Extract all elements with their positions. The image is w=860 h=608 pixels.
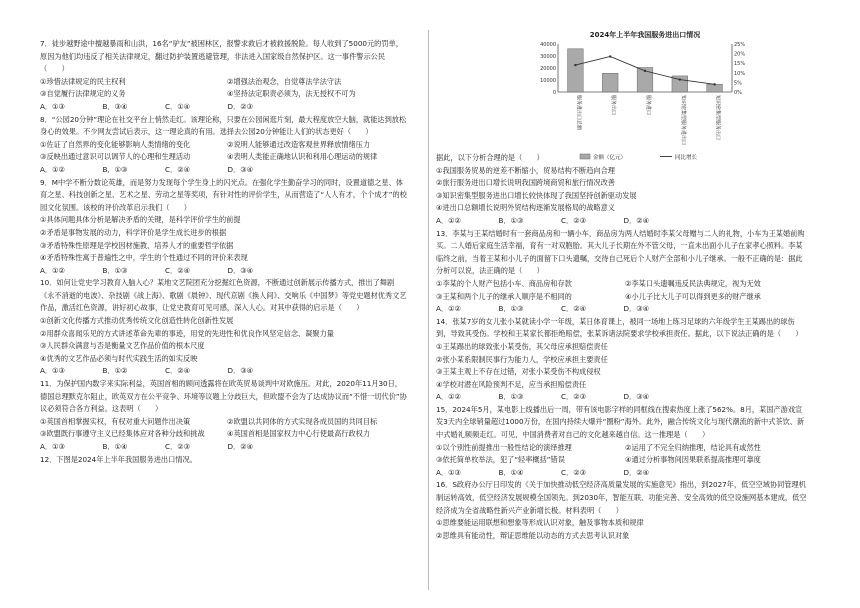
legend-label: 金额（亿元） <box>593 155 627 161</box>
x-tick-label: 知识密集型服务进出口 <box>679 95 686 146</box>
option: ③自觉履行法律规定的义务 <box>40 89 126 99</box>
y-tick-label-right: 0% <box>734 90 742 96</box>
growth-point <box>644 70 646 72</box>
growth-point <box>679 78 681 80</box>
option: ③王某和两个儿子的继承人顺序是不相同的 <box>436 291 572 301</box>
question-13 <box>436 228 808 316</box>
option: ②思维具有能动性，辩证思维能以动态的方式去思考认识对象 <box>436 530 630 540</box>
option: ①思维要能运用联想和想象等形成认识对象，触及事物本质和规律 <box>436 518 644 528</box>
option: ②李某口头遗嘱违反民法典规定，视为无效 <box>625 278 761 288</box>
x-tick-label: 知识密集型服务出口 <box>714 95 721 141</box>
answer-choice: D．③④ <box>227 164 254 174</box>
question-stem: 12．下图是2024年上半年我国服务进出口情况。 <box>40 454 197 464</box>
bar <box>568 49 584 92</box>
answer-choice: A．①③ <box>40 101 65 111</box>
question-stem: 据此，以下分析合理的是（ ） <box>436 153 544 162</box>
option: ②矛盾是事物发展的动力，科学评价是学生成长进步的根据 <box>40 227 227 237</box>
question-stem: 14．张某7岁的女儿张小某就读小学一年级，某日体育课上，被同一场地上练习足球的六年级学生王某踢出的球伤到，导致其受伤。学校和王某家长都拒绝赔偿，张某诉诸法院要求学校承担责任。据此，以下说法正确的是（ ） <box>436 316 803 339</box>
option: ④表明人类能正确地认识和利用心理运动的规律 <box>227 152 378 162</box>
answer-choice: A．①③ <box>40 366 65 376</box>
option: ④优秀的文艺作品必须与时代实践生活的如实反映 <box>40 353 198 363</box>
answer-choice: D．②④ <box>623 467 650 477</box>
answer-choice: C．①④ <box>165 101 191 111</box>
option: ②张小某系限制民事行为能力人，学校应承担主要责任 <box>436 354 608 364</box>
option: ④坚持法定职责必须为，法无授权不可为 <box>227 89 356 99</box>
answer-choice: B．①③ <box>102 265 128 275</box>
y-tick-label-left: 20000 <box>540 66 556 72</box>
option: ①创新文化传播方式推动优秀传统文化创造性转化创新性发展 <box>40 316 234 326</box>
answer-choice: B．①④ <box>498 467 524 477</box>
option: ④英国首相是国家权力中心行使最高行政权力 <box>227 429 371 439</box>
question-16 <box>436 479 808 542</box>
option: ③知识密集型服务进出口增长较快体现了我国坚持创新驱动发展 <box>436 190 637 200</box>
answer-choice: D．③④ <box>227 366 254 376</box>
answer-choice: A．①③ <box>40 442 65 451</box>
option: ①我国服务贸易的逆差不断缩小，贸易结构不断趋向合理 <box>436 165 615 175</box>
option: ③欧盟既行事遵守主义已经集体应对各种分歧和挑战 <box>40 429 205 439</box>
answer-choice: A．①② <box>40 265 65 275</box>
column-divider <box>428 30 429 590</box>
answer-choice: C．②④ <box>165 164 191 174</box>
x-tick-label: 服务进口 <box>645 95 651 116</box>
answer-choice: C．②④ <box>165 366 191 376</box>
option: ②增强法治观念，自觉尊法学法守法 <box>227 76 342 86</box>
answer-choice: C．②③ <box>561 215 587 225</box>
option: ③人民群众满意与否是衡量文艺作品价值的根本尺度 <box>40 341 205 351</box>
answer-choice: A．①② <box>436 392 461 402</box>
question-12-continued <box>436 152 808 228</box>
answer-choice: B．①③ <box>102 164 128 174</box>
growth-point <box>574 64 576 66</box>
question-8 <box>40 114 408 177</box>
question-stem: 9．M中学不断分数论英雄，而是努力发现每个学生身上的闪光点。在强化学生勤奋学习的同时，设置道德之星、体育之星、科技创新之星、艺术之星、劳动之星等奖项，有针对性的评价学生，从而营造了“人人有才，个个成才”的校园文化氛围。该校的评价改革启示我们（ ） <box>40 177 407 212</box>
option: ④学校对潜在风险预判不足，应当承担赔偿责任 <box>436 379 587 389</box>
y-tick-label-right: 10% <box>734 70 746 77</box>
option: ①珍惜法律规定的民主权利 <box>40 76 126 86</box>
answer-choice: D．③④ <box>623 392 650 402</box>
chart-title: 2024年上半年我国服务进出口情况 <box>589 31 701 39</box>
question-stem: 8．“公园20分钟”理论在社交平台上悄然走红。该理论称，只要在公园闲逛片刻，最大程度放空大脑，就能达到放松身心的效果。不少网友尝试后表示，这一理论真的有用。选择去公园20分钟能让人们的状态更好（ ） <box>40 114 407 137</box>
y-tick-label-right: 25% <box>734 42 746 48</box>
answer-choice: D．②④ <box>623 215 650 225</box>
question-7 <box>40 38 408 114</box>
question-stem: 16．S政府办公厅日印发的《关于加快推动低空经济高质量发展的实施意见》指出，到2027年，低空空域协同管理机制运转高效，低空经济发展规模全国领先。到2030年，智能互联、功能完善、安全高效的低空设施网基本建成，低空经济成为全省战略性新兴产业新增长极。材料表明（ ） <box>436 480 807 515</box>
y-tick-label-right: 15% <box>734 61 746 68</box>
question-11 <box>40 378 408 454</box>
legend-label: 同比增长 <box>675 155 698 161</box>
option: ③王某主观上不存在过错，对张小某受伤不构成侵权 <box>436 367 601 377</box>
y-tick-label-left: 10000 <box>540 78 556 84</box>
question-stem: 15．2024年5月，某电影上线播出后一周，带有该电影字样的同框线在搜索热度上涨了562%。8月，某国产游戏宣发3天内全球销量超过1000万份，在国内持续大爆并“圈粉”海外。此外，融合传统文化与现代潮流的新中式茶饮、新中式婚礼频频走红。可见，中国消费者对自己的文化越来越自信。这一推理是（ ） <box>436 404 805 440</box>
y-tick-label-left: 30000 <box>540 54 556 60</box>
option: ②旅行服务进出口增长说明我国跨境商贸和旅行情况改善 <box>436 178 615 188</box>
option: ②运用了不完全归纳推理，结论具有或然性 <box>625 442 761 452</box>
answer-choice: D．③④ <box>623 304 650 314</box>
option: ②用群众喜闻乐见的方式讲述革命先辈的事迹，用党的先进性和优良作风坚定信念、凝聚力量 <box>40 328 334 338</box>
chart-canvas <box>520 30 770 164</box>
growth-point <box>713 83 715 85</box>
answer-choice: B．①③ <box>498 304 524 314</box>
answer-choice: C．②③ <box>561 467 587 477</box>
option: ④矛盾特殊性寓于普遍性之中，学生的个性通过不同的评价来表现 <box>40 253 248 263</box>
answer-choice: A．①② <box>436 215 461 225</box>
question-9 <box>40 177 408 278</box>
question-12 <box>40 454 408 467</box>
answer-choice: A．①③ <box>436 467 461 477</box>
option: ③矛盾特殊性原理是学校因材施教、培养人才的重要哲学依据 <box>40 240 234 250</box>
answer-choice: C．②③ <box>561 392 587 402</box>
x-tick-label: 服务出口 <box>610 95 617 116</box>
option: ①以个别性前提推出一般性结论的演绎推理 <box>436 442 572 452</box>
answer-choice: C．②④ <box>165 265 191 275</box>
y-tick-label-left: 40000 <box>540 42 556 48</box>
question-15 <box>436 404 808 480</box>
answer-choice: C．②③ <box>165 442 191 451</box>
answer-choice: A．①② <box>40 164 65 174</box>
option: ①李某的个人财产包括小车、商品房和存款 <box>436 278 572 288</box>
answer-choice: B．③④ <box>102 101 128 111</box>
answer-choice: B．①② <box>102 366 128 376</box>
option: ①佐证了自然界的变化能够影响人类情绪的变化 <box>40 139 191 149</box>
option: ②欧盟以共同体的方式实现各成员国的共同目标 <box>227 416 378 426</box>
option: ③反映出通过意识可以调节人的心理和生理活动 <box>40 152 191 162</box>
bar <box>602 73 618 92</box>
answer-choice: A．①② <box>436 304 461 314</box>
option: ①具体问题具体分析是解决矛盾的关键，是科学评价学生的前提 <box>40 215 241 225</box>
option: ④通过分析事物间因果联系提高推理可靠度 <box>625 455 761 465</box>
question-10 <box>40 277 408 378</box>
option: ④进出口总额增长说明外贸结构逐渐发展格局的战略意义 <box>436 203 615 213</box>
x-tick-label: 服务进出口总额 <box>575 95 582 131</box>
option: ④小儿子比大儿子可以得到更多的财产继承 <box>625 291 761 301</box>
growth-point <box>609 55 611 57</box>
option: ③依托简单枚举法，犯了“轻率概括”错误 <box>436 455 565 465</box>
option: ①王某踢出的球致张小某受伤，其父母应承担赔偿责任 <box>436 341 608 351</box>
services-trade-chart <box>520 30 770 164</box>
answer-choice: D．②④ <box>227 442 254 451</box>
question-14 <box>436 316 808 404</box>
answer-choice: D．②③ <box>227 101 254 111</box>
left-column <box>40 38 408 466</box>
question-stem: 10．如何让党史学习教育入脑入心？某地文艺院团充分挖掘红色资源，不断通过创新展示传播方式，推出了舞剧《永不消逝的电波》、杂技剧《战上海》、歌剧《晨钟》、现代京剧《换人间》、交响乐《中国梦》等党史题材优秀文艺作品，激活红色资源，讲好初心故事，让党史教育可见可感，深入人心。对其中获得的启示是（ ） <box>40 278 407 313</box>
right-column <box>436 152 808 542</box>
answer-choice: D．③④ <box>227 265 254 275</box>
option: ①英国首相掌握实权，有权对重大问题作出决策 <box>40 416 191 426</box>
question-stem: 7．徒步越野途中擅越暴雨和山洪，16名“驴友”被困林区，报警求救后才被救援脱险。每人收到了5000元的罚单，原因为他们均违反了相关法律规定，翻过防护装置逃避管理，非法进入国家级自然保护区。这一事件警示公民（ ） <box>40 39 403 74</box>
answer-choice: B．①③ <box>498 392 524 402</box>
y-tick-label-right: 5% <box>734 80 742 87</box>
answer-choice: C．②④ <box>561 304 587 314</box>
y-tick-label-left: 0 <box>552 90 556 96</box>
option: ②说明人能够通过改造客观世界释放情绪压力 <box>227 139 371 149</box>
question-stem: 11．为保护国内数字来实际利益，英国首相的顾问透露将在欧英贸易谈判中对欧施压。对此，2020年11月30日，德国总理默克尔阻止，欧英双方在公平竞争、环境等议题上分歧巨大，但欧盟不会为了达成协议而“不惜一切代价”协议必须符合各方利益。这表明（ ） <box>40 379 407 414</box>
answer-choice: B．①④ <box>102 442 128 451</box>
y-tick-label-right: 20% <box>734 51 746 58</box>
answer-choice: B．①③ <box>498 215 524 225</box>
question-stem: 13．李某与王某结婚时有一套商品房和一辆小车，商品房为两人结婚时李某父母赠与二人的礼物，小车为王某婚前购买。二人婚后家庭生活幸福，育有一对双胞胎。其大儿子长期在外不管父母，一直未出面小儿子在家孝心照料。李某临终之前，当着王某和小儿子的面留下口头遗嘱，交待自己死后个人财产全部和小儿子继承。一般不正确的是：据此分析可以说，法正确的是（ ） <box>436 228 805 276</box>
